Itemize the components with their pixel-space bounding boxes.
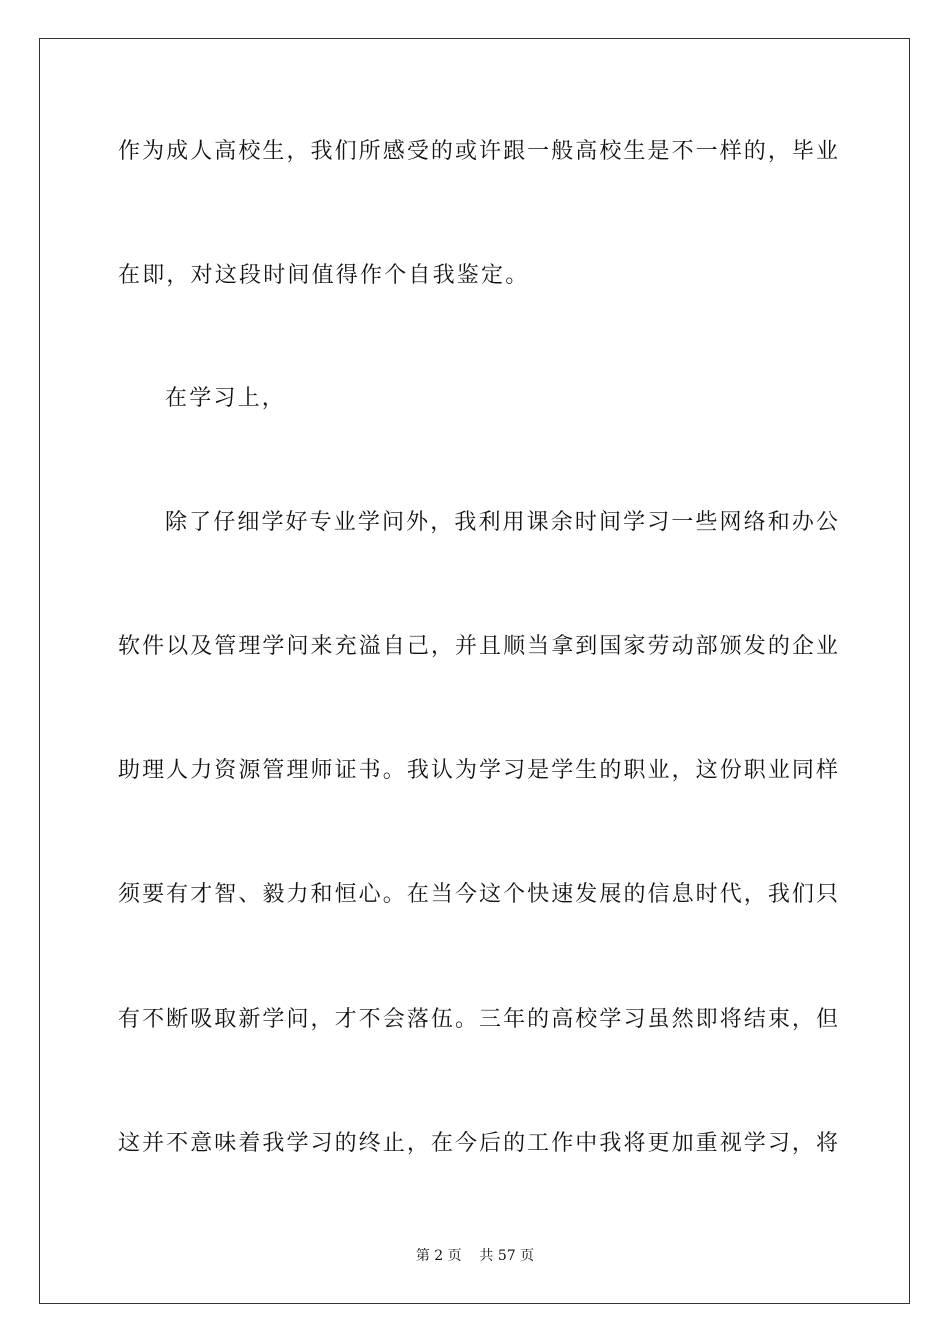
page-border (39, 38, 910, 1304)
paragraph-line: 作为成人高校生，我们所感受的或许跟一般高校生是不一样的，毕业 (118, 139, 838, 164)
paragraph-line: 助理人力资源管理师证书。我认为学习是学生的职业，这份职业同样 (118, 758, 838, 783)
page-number-footer: 第 2 页 共 57 页 (415, 1248, 535, 1264)
section-heading: 在学习上， (165, 386, 287, 411)
paragraph-line: 须要有才智、毅力和恒心。在当今这个快速发展的信息时代，我们只 (118, 882, 838, 907)
paragraph-line: 软件以及管理学问来充溢自己，并且顺当拿到国家劳动部颁发的企业 (118, 634, 838, 659)
paragraph-line: 除了仔细学好专业学问外，我利用课余时间学习一些网络和办公 (165, 510, 838, 535)
paragraph-line: 在即，对这段时间值得作个自我鉴定。 (118, 263, 530, 288)
paragraph-line: 有不断吸取新学问，才不会落伍。三年的高校学习虽然即将结束，但 (118, 1007, 838, 1032)
paragraph-line: 这并不意味着我学习的终止，在今后的工作中我将更加重视学习，将 (118, 1131, 838, 1156)
